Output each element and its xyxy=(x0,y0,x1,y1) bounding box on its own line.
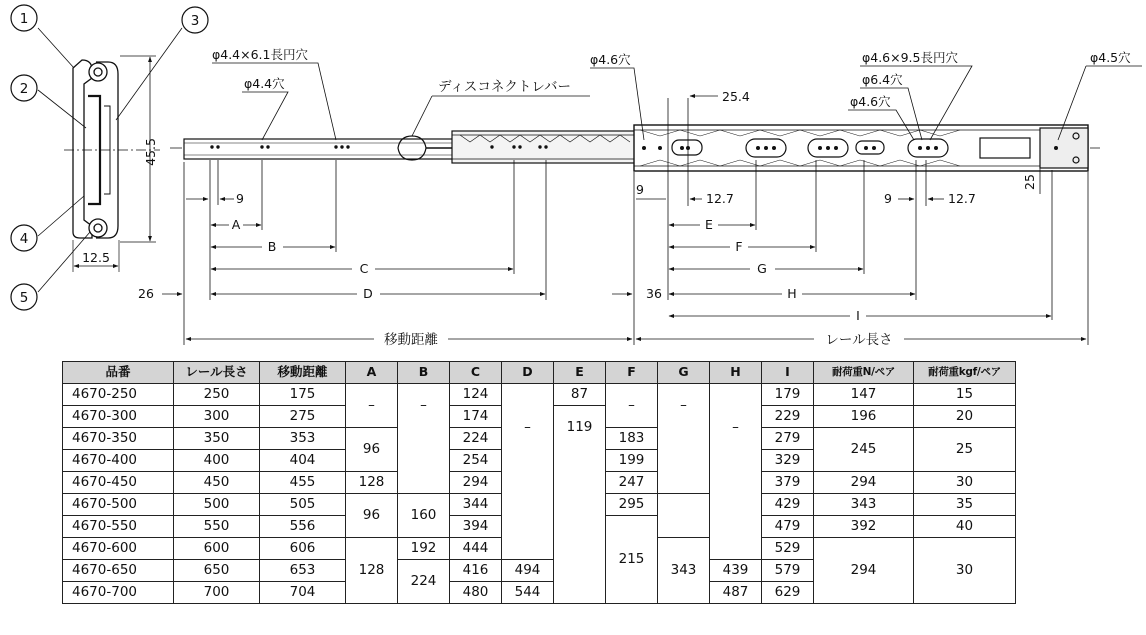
table-cell: 294 xyxy=(814,472,914,494)
dim-36: 36 xyxy=(646,286,662,301)
merged-cell-label: – xyxy=(732,418,739,435)
specification-table xyxy=(62,361,1016,604)
table-cell: 279 xyxy=(762,428,814,450)
table-cell: 245 xyxy=(814,428,914,472)
table-cell: 329 xyxy=(762,450,814,472)
model-cell: 4670-600 xyxy=(63,538,174,560)
model-cell: 4670-700 xyxy=(63,582,174,604)
model-cell: 4670-400 xyxy=(63,450,174,472)
table-cell: 704 xyxy=(260,582,346,604)
model-cell: 4670-300 xyxy=(63,406,174,428)
table-cell: 124 xyxy=(450,384,502,406)
svg-text:5: 5 xyxy=(19,290,29,306)
table-cell: 444 xyxy=(450,538,502,560)
dim-F: F xyxy=(735,239,743,254)
table-cell: 653 xyxy=(260,560,346,582)
table-cell: 350 xyxy=(174,428,260,450)
column-header: レール長さ xyxy=(174,362,260,384)
table-cell: 30 xyxy=(914,538,1016,604)
dim-D: D xyxy=(363,286,373,301)
cross-section-view xyxy=(38,28,182,292)
slide-side-view xyxy=(170,125,1100,171)
table-cell: 20 xyxy=(914,406,1016,428)
table-cell: 175 xyxy=(260,384,346,406)
travel-distance-label: 移動距離 xyxy=(384,332,438,348)
dim-I: I xyxy=(856,308,860,323)
column-header: E xyxy=(554,362,606,384)
model-cell: 4670-250 xyxy=(63,384,174,406)
column-header: 品番 xyxy=(63,362,174,384)
dim-25: 25 xyxy=(1022,174,1037,190)
column-header: G xyxy=(658,362,710,384)
table-cell: 294 xyxy=(814,538,914,604)
svg-text:4: 4 xyxy=(19,231,29,247)
table-cell: 556 xyxy=(260,516,346,538)
table-cell: 199 xyxy=(606,450,658,472)
width-dim-label: 12.5 xyxy=(82,250,110,265)
column-header: C xyxy=(450,362,502,384)
column-header: 移動距離 xyxy=(260,362,346,384)
callout-4 xyxy=(11,225,37,251)
table-cell: 247 xyxy=(606,472,658,494)
dim-254-label: 25.4 xyxy=(722,89,750,104)
dim-C: C xyxy=(359,261,369,276)
table-cell: 392 xyxy=(814,516,914,538)
svg-text:3: 3 xyxy=(190,13,200,29)
table-cell: 183 xyxy=(606,428,658,450)
model-cell: 4670-350 xyxy=(63,428,174,450)
hole-44-label: φ4.4穴 xyxy=(244,76,285,91)
table-cell: 343 xyxy=(814,494,914,516)
svg-text:1: 1 xyxy=(19,11,29,27)
table-cell: 416 xyxy=(450,560,502,582)
table-cell: 40 xyxy=(914,516,1016,538)
table-cell: 224 xyxy=(450,428,502,450)
table-cell: 179 xyxy=(762,384,814,406)
table-cell: 15 xyxy=(914,384,1016,406)
table-cell: 353 xyxy=(260,428,346,450)
hole-46-label: φ4.6穴 xyxy=(850,94,891,109)
model-cell: 4670-500 xyxy=(63,494,174,516)
merged-cell-label: – xyxy=(420,396,427,413)
table-cell: 404 xyxy=(260,450,346,472)
table-cell: 30 xyxy=(914,472,1016,494)
height-dim-label: 45.5 xyxy=(143,138,158,166)
table-cell: 429 xyxy=(762,494,814,516)
table-cell xyxy=(710,384,762,560)
table-cell: 450 xyxy=(174,472,260,494)
table-cell: 650 xyxy=(174,560,260,582)
hole-46-top-label: φ4.6穴 xyxy=(590,52,631,67)
table-cell: 500 xyxy=(174,494,260,516)
table-cell: 254 xyxy=(450,450,502,472)
table-cell: 192 xyxy=(398,538,450,560)
table-header-row xyxy=(63,362,1016,384)
table-cell: 300 xyxy=(174,406,260,428)
dim-B: B xyxy=(267,239,277,254)
table-cell: 196 xyxy=(814,406,914,428)
table-cell: 579 xyxy=(762,560,814,582)
callout-2 xyxy=(11,75,37,101)
table-cell: 344 xyxy=(450,494,502,516)
table-cell: 629 xyxy=(762,582,814,604)
table-cell xyxy=(554,406,606,604)
dim-E: E xyxy=(705,217,713,232)
table-cell: 160 xyxy=(398,494,450,538)
table-cell: 128 xyxy=(346,472,398,494)
table-cell: 544 xyxy=(502,582,554,604)
column-header: 耐荷重N/ペア xyxy=(814,362,914,384)
hole-64-label: φ6.4穴 xyxy=(862,72,903,87)
column-header: B xyxy=(398,362,450,384)
table-cell: 275 xyxy=(260,406,346,428)
table-cell: 128 xyxy=(346,538,398,604)
table-cell: 147 xyxy=(814,384,914,406)
table-cell: – xyxy=(346,384,398,428)
table-cell: 35 xyxy=(914,494,1016,516)
table-cell: 294 xyxy=(450,472,502,494)
table-cell: 479 xyxy=(762,516,814,538)
merged-cell-label: – xyxy=(680,396,687,413)
rail-length-label: レール長さ xyxy=(825,332,893,348)
table-cell: 343 xyxy=(658,538,710,604)
table-cell: – xyxy=(606,384,658,428)
dim-12-7-a: 12.7 xyxy=(706,191,734,206)
table-cell: 174 xyxy=(450,406,502,428)
hole-45-label: φ4.5穴 xyxy=(1090,50,1131,65)
dim-A: A xyxy=(231,217,241,232)
slot-slide-label: φ4.4×6.1長円穴 xyxy=(212,47,308,62)
dim-12-7-b: 12.7 xyxy=(948,191,976,206)
table-cell: 480 xyxy=(450,582,502,604)
column-header: I xyxy=(762,362,814,384)
table-cell: 529 xyxy=(762,538,814,560)
table-cell: 505 xyxy=(260,494,346,516)
table-cell: 700 xyxy=(174,582,260,604)
disconnect-lever-label: ディスコネクトレバー xyxy=(438,79,571,95)
svg-text:2: 2 xyxy=(19,81,29,97)
slot-cabinet-label: φ4.6×9.5長円穴 xyxy=(862,50,958,65)
column-header: 耐荷重kgf/ペア xyxy=(914,362,1016,384)
dim-9-left: 9 xyxy=(236,191,244,206)
table-cell: 87 xyxy=(554,384,606,406)
table-cell: 96 xyxy=(346,428,398,472)
table-cell xyxy=(658,494,710,538)
callout-3 xyxy=(182,7,208,33)
callout-5 xyxy=(11,284,37,310)
merged-cell-label: – xyxy=(524,418,531,435)
callout-1 xyxy=(11,5,37,31)
dim-9-b: 9 xyxy=(884,191,892,206)
model-cell: 4670-450 xyxy=(63,472,174,494)
table-cell: 224 xyxy=(398,560,450,604)
table-cell: 550 xyxy=(174,516,260,538)
table-cell: 455 xyxy=(260,472,346,494)
model-cell: 4670-650 xyxy=(63,560,174,582)
table-cell: 394 xyxy=(450,516,502,538)
column-header: F xyxy=(606,362,658,384)
column-header: D xyxy=(502,362,554,384)
column-header: H xyxy=(710,362,762,384)
table-cell: 96 xyxy=(346,494,398,538)
table-row xyxy=(63,384,1016,406)
table-cell: 600 xyxy=(174,538,260,560)
dim-26: 26 xyxy=(138,286,154,301)
model-cell: 4670-550 xyxy=(63,516,174,538)
table-cell: 295 xyxy=(606,494,658,516)
table-cell: 215 xyxy=(606,516,658,604)
table-cell: 400 xyxy=(174,450,260,472)
table-cell: 25 xyxy=(914,428,1016,472)
merged-cell-label: 119 xyxy=(566,418,593,435)
table-cell: 439 xyxy=(710,560,762,582)
table-cell: 379 xyxy=(762,472,814,494)
dim-H: H xyxy=(787,286,797,301)
dim-9-right: 9 xyxy=(636,182,644,197)
column-header: A xyxy=(346,362,398,384)
table-cell: 229 xyxy=(762,406,814,428)
table-cell: 606 xyxy=(260,538,346,560)
table-cell: 250 xyxy=(174,384,260,406)
table-cell xyxy=(502,384,554,560)
dim-G: G xyxy=(757,261,767,276)
table-cell: 494 xyxy=(502,560,554,582)
table-cell: 487 xyxy=(710,582,762,604)
